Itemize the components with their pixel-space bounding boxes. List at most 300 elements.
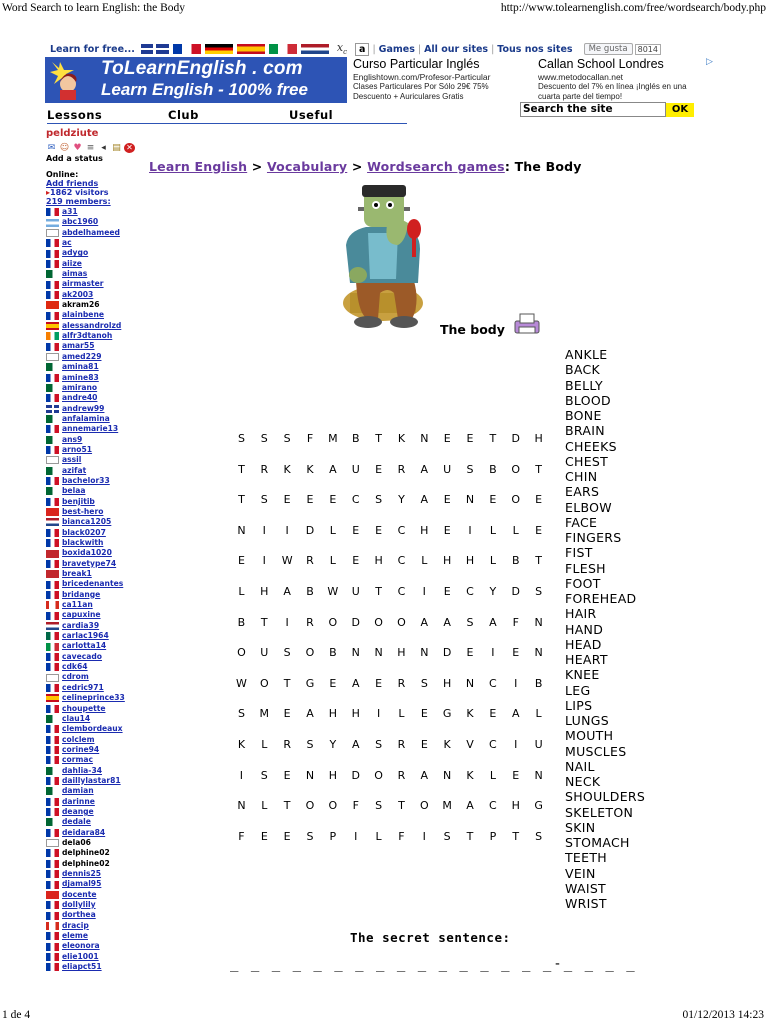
tous-sites-link[interactable]: Tous nos sites [497,43,573,55]
grid-letter[interactable]: K [237,737,246,751]
member-name[interactable]: cedric971 [62,682,104,692]
a-button[interactable]: a [355,43,369,56]
grid-letter[interactable]: S [535,829,543,843]
grid-letter[interactable]: N [305,768,315,782]
member-row[interactable] [46,652,146,662]
grid-letter[interactable]: L [512,523,519,537]
member-row[interactable] [46,445,146,455]
grid-letter[interactable]: E [352,554,360,568]
grid-letter[interactable]: K [397,432,406,445]
grid-letter[interactable]: E [489,707,497,721]
member-row[interactable] [46,331,146,341]
grid-letter[interactable]: A [420,768,429,782]
grid-letter[interactable]: C [351,493,360,507]
member-name[interactable]: akram26 [62,300,100,310]
grid-letter[interactable]: L [489,523,496,537]
grid-letter[interactable]: M [442,799,452,813]
member-row[interactable] [46,435,146,445]
menu-useful[interactable]: Useful [289,108,334,122]
member-row[interactable] [46,631,146,641]
grid-letter[interactable]: C [397,554,406,568]
member-row[interactable] [46,269,146,279]
member-name[interactable]: cormac [62,755,94,765]
member-row[interactable] [46,600,146,610]
member-name[interactable]: assil [62,455,82,465]
grid-letter[interactable]: I [422,829,426,843]
grid-letter[interactable]: N [420,646,429,660]
member-row[interactable] [46,238,146,248]
member-name[interactable]: arno51 [62,444,93,454]
breadcrumb-vocabulary[interactable]: Vocabulary [266,159,348,174]
friends-icon[interactable]: ☺ [59,142,70,153]
grid-letter[interactable]: L [329,523,336,537]
member-row[interactable] [46,766,146,776]
member-name[interactable]: deange [62,806,94,816]
grid-letter[interactable]: N [534,768,543,782]
breadcrumb-learn-english[interactable]: Learn English [149,159,248,174]
member-name[interactable]: benjitib [62,496,95,506]
grid-letter[interactable]: S [466,615,474,629]
wordsearch-grid[interactable] [230,432,550,860]
member-row[interactable] [46,786,146,796]
grid-letter[interactable]: E [466,432,474,445]
grid-letter[interactable]: I [468,523,472,537]
add-friends-link[interactable]: Add friends [46,179,99,188]
grid-letter[interactable]: D [511,584,520,598]
grid-letter[interactable]: B [511,554,520,568]
grid-letter[interactable]: W [327,584,339,598]
grid-letter[interactable]: E [329,676,337,690]
grid-letter[interactable]: S [260,768,268,782]
member-name[interactable]: alainbene [62,310,105,320]
heart-icon[interactable]: ♥ [73,142,82,153]
grid-letter[interactable]: E [283,707,291,721]
grid-letter[interactable]: L [421,554,428,568]
grid-letter[interactable]: S [260,432,268,445]
grid-letter[interactable]: E [306,493,314,507]
member-row[interactable] [46,848,146,858]
member-row[interactable] [46,414,146,424]
member-name[interactable]: damian [62,786,94,796]
member-row[interactable] [46,248,146,258]
grid-letter[interactable]: O [511,493,521,507]
grid-letter[interactable]: P [489,829,497,843]
member-row[interactable] [46,724,146,734]
member-row[interactable] [46,569,146,579]
grid-letter[interactable]: P [329,829,337,843]
grid-letter[interactable]: S [237,707,245,721]
member-name[interactable]: best-hero [62,506,104,516]
member-name[interactable]: dahlia-34 [62,765,103,775]
member-row[interactable] [46,352,146,362]
username[interactable]: peldziute [46,128,99,139]
grid-letter[interactable]: A [420,615,429,629]
member-row[interactable] [46,672,146,682]
grid-letter[interactable]: L [398,707,405,721]
grid-letter[interactable]: N [374,646,383,660]
member-row[interactable] [46,735,146,745]
grid-letter[interactable]: A [306,707,314,721]
grid-letter[interactable]: H [260,584,269,598]
member-name[interactable]: andrew99 [62,403,105,413]
grid-letter[interactable]: D [442,646,452,660]
grid-letter[interactable]: U [443,462,452,476]
grid-letter[interactable]: E [420,737,428,751]
grid-letter[interactable]: K [466,707,474,721]
member-name[interactable]: clembordeaux [62,724,123,734]
grid-letter[interactable]: E [329,493,337,507]
grid-letter[interactable]: S [283,432,291,445]
member-row[interactable] [46,228,146,238]
grid-letter[interactable]: F [398,829,405,843]
grid-letter[interactable]: T [238,493,245,507]
grid-letter[interactable]: H [328,707,337,721]
grid-letter[interactable]: A [420,493,429,507]
grid-letter[interactable]: C [466,584,474,598]
grid-letter[interactable]: L [489,554,496,568]
grid-letter[interactable]: C [489,676,497,690]
grid-letter[interactable]: R [397,737,406,751]
grid-letter[interactable]: K [306,462,314,476]
grid-letter[interactable]: I [491,646,495,660]
member-name[interactable]: docente [62,889,97,899]
member-row[interactable] [46,683,146,693]
member-row[interactable] [46,217,146,227]
member-name[interactable]: dedale [62,817,91,827]
grid-letter[interactable]: A [283,584,291,598]
member-name[interactable]: bridange [62,589,101,599]
member-row[interactable] [46,538,146,548]
member-name[interactable]: ca11an [62,600,93,610]
grid-letter[interactable]: A [489,615,497,629]
menu-lessons[interactable]: Lessons [47,108,103,122]
member-name[interactable]: blackwith [62,538,104,547]
member-name[interactable]: amar55 [62,341,95,351]
member-row[interactable] [46,900,146,910]
grid-letter[interactable]: N [237,799,246,813]
grid-letter[interactable]: I [376,707,381,721]
breadcrumb-wordsearch[interactable]: Wordsearch games [367,159,505,174]
flag-uk-icon[interactable] [141,44,169,54]
member-name[interactable]: cavecado [62,651,103,661]
grid-letter[interactable]: M [328,432,338,445]
member-name[interactable]: black0207 [62,527,106,537]
grid-letter[interactable]: A [443,615,451,629]
member-row[interactable] [46,321,146,331]
list-icon[interactable]: ≡ [86,142,95,153]
all-sites-link[interactable]: All our sites [424,43,489,55]
grid-letter[interactable]: E [352,523,360,537]
grid-letter[interactable]: H [374,554,383,568]
grid-letter[interactable]: S [420,676,428,690]
grid-letter[interactable]: I [285,615,289,629]
grid-letter[interactable]: F [238,829,245,843]
grid-letter[interactable]: L [535,707,542,721]
grid-letter[interactable]: O [374,768,383,782]
member-row[interactable] [46,859,146,869]
member-name[interactable]: capuxine [62,610,101,620]
member-name[interactable]: bianca1205 [62,517,112,527]
grid-letter[interactable]: H [443,554,452,568]
grid-letter[interactable]: I [422,584,426,598]
grid-letter[interactable]: T [375,584,382,598]
grid-letter[interactable]: E [375,676,383,690]
grid-letter[interactable]: L [489,768,496,782]
member-row[interactable] [46,776,146,786]
member-name[interactable]: boxida1020 [62,548,112,558]
member-row[interactable] [46,579,146,589]
member-name[interactable]: amed229 [62,351,102,361]
grid-letter[interactable]: D [351,768,360,782]
member-row[interactable] [46,869,146,879]
member-name[interactable]: eleme [62,931,88,941]
member-row[interactable] [46,962,146,972]
grid-letter[interactable]: H [534,432,543,445]
member-name[interactable]: ac [62,238,72,248]
ad-url[interactable]: Englishtown.com/Profesor-Particular [353,72,491,82]
member-row[interactable] [46,548,146,558]
grid-letter[interactable]: A [466,799,474,813]
member-row[interactable] [46,921,146,931]
grid-letter[interactable]: R [397,768,406,782]
print-icon[interactable] [513,313,541,335]
member-name[interactable]: cdk64 [62,662,88,672]
member-name[interactable]: carlac1964 [62,631,109,641]
member-row[interactable] [46,817,146,827]
member-row[interactable] [46,590,146,600]
grid-letter[interactable]: L [261,737,268,751]
grid-letter[interactable]: U [260,646,269,660]
games-link[interactable]: Games [378,43,415,55]
member-row[interactable] [46,476,146,486]
grid-letter[interactable]: G [534,799,543,813]
grid-letter[interactable]: I [354,829,358,843]
member-name[interactable]: delphine02 [62,848,110,858]
grid-letter[interactable]: H [511,799,520,813]
member-row[interactable] [46,828,146,838]
member-name[interactable]: amina81 [62,362,99,372]
grid-letter[interactable]: D [511,432,520,445]
sound-icon[interactable]: ◂ [101,142,106,153]
grid-letter[interactable]: L [329,554,336,568]
grid-letter[interactable]: H [397,646,406,660]
grid-letter[interactable]: T [535,462,542,476]
grid-letter[interactable]: O [328,799,338,813]
member-row[interactable] [46,610,146,620]
grid-letter[interactable]: R [260,462,269,476]
member-name[interactable]: djamal95 [62,879,102,889]
member-name[interactable]: abdelhameed [62,227,120,237]
member-row[interactable] [46,373,146,383]
ad-title[interactable]: Callan School Londres [538,57,664,71]
grid-letter[interactable]: N [534,646,543,660]
grid-letter[interactable]: H [465,554,475,568]
grid-letter[interactable]: Y [398,493,405,507]
grid-letter[interactable]: E [512,768,520,782]
flag-netherlands-icon[interactable] [301,44,329,54]
grid-letter[interactable]: C [397,584,406,598]
grid-letter[interactable]: T [260,615,268,629]
grid-letter[interactable]: T [375,432,382,445]
member-row[interactable] [46,259,146,269]
grid-letter[interactable]: C [489,737,497,751]
member-name[interactable]: choupette [62,703,106,713]
member-name[interactable]: eleonora [62,941,100,951]
grid-letter[interactable]: E [535,523,543,537]
grid-letter[interactable]: E [443,584,451,598]
grid-letter[interactable]: B [351,432,360,445]
grid-letter[interactable]: E [489,493,497,507]
grid-letter[interactable]: E [466,646,474,660]
grid-letter[interactable]: E [512,646,520,660]
member-row[interactable] [46,693,146,703]
grid-letter[interactable]: K [466,768,474,782]
grid-letter[interactable]: L [261,799,268,813]
member-name[interactable]: cardia39 [62,620,100,630]
member-name[interactable]: ak2003 [62,289,94,299]
grid-letter[interactable]: B [306,584,314,598]
secret-sentence-blanks[interactable]: _ _ _ _ _ _ _ _ _ _ _ _ _ _ _ _-_ _ _ _ [230,956,637,972]
member-name[interactable]: dorthea [62,910,96,920]
member-name[interactable]: belaa [62,486,86,496]
grid-letter[interactable]: F [352,799,359,813]
grid-letter[interactable]: A [351,737,360,751]
grid-letter[interactable]: B [534,676,543,690]
member-name[interactable]: bravetype74 [62,558,117,568]
site-logo[interactable] [45,57,347,103]
member-name[interactable]: azifat [62,465,87,475]
grid-letter[interactable]: N [420,432,429,445]
ad-block-1[interactable] [353,57,523,102]
grid-letter[interactable]: E [375,462,383,476]
member-name[interactable]: darinne [62,796,95,806]
grid-letter[interactable]: E [443,523,451,537]
grid-letter[interactable]: E [443,432,451,445]
member-name[interactable]: break1 [62,569,92,579]
grid-letter[interactable]: K [283,462,291,476]
grid-letter[interactable]: S [375,493,383,507]
grid-letter[interactable]: R [397,462,406,476]
grid-letter[interactable]: E [535,493,543,507]
member-row[interactable] [46,424,146,434]
member-name[interactable]: amirano [62,382,98,392]
grid-letter[interactable]: Y [329,737,337,751]
grid-letter[interactable]: B [237,615,246,629]
member-row[interactable] [46,362,146,372]
grid-letter[interactable]: H [420,523,429,537]
member-name[interactable]: alessandrolzd [62,320,122,330]
grid-letter[interactable]: R [283,737,291,751]
member-name[interactable]: alfr3dtanoh [62,331,113,341]
member-row[interactable] [46,714,146,724]
grid-letter[interactable]: I [262,554,266,568]
grid-letter[interactable]: G [305,676,315,690]
member-name[interactable]: abc1960 [62,217,99,227]
member-row[interactable] [46,641,146,651]
member-name[interactable]: corine94 [62,744,100,754]
grid-letter[interactable]: I [514,676,518,690]
grid-letter[interactable]: I [514,737,518,751]
grid-letter[interactable]: N [237,523,246,537]
member-row[interactable] [46,507,146,517]
flag-germany-icon[interactable] [205,44,233,54]
grid-letter[interactable]: W [281,554,293,568]
member-name[interactable]: colclem [62,734,95,744]
grid-letter[interactable]: S [375,737,383,751]
grid-letter[interactable]: B [329,646,337,660]
flag-spain-icon[interactable] [237,44,265,54]
grid-letter[interactable]: R [306,554,314,568]
grid-letter[interactable]: H [351,707,360,721]
member-name[interactable]: delphine02 [62,858,110,868]
like-button[interactable]: Me gusta [584,43,633,55]
grid-letter[interactable]: I [285,523,289,537]
member-name[interactable]: dracip [62,920,89,930]
member-name[interactable]: adygo [62,248,89,258]
member-row[interactable] [46,497,146,507]
ad-url[interactable]: www.metodocallan.net [538,72,624,82]
grid-letter[interactable]: S [260,493,268,507]
grid-letter[interactable]: H [328,768,337,782]
grid-letter[interactable]: S [283,646,291,660]
member-row[interactable] [46,290,146,300]
member-name[interactable]: airmaster [62,279,104,289]
member-name[interactable]: amine83 [62,372,99,382]
grid-letter[interactable]: E [375,523,383,537]
flag-france-icon[interactable] [173,44,201,54]
grid-letter[interactable]: N [465,493,475,507]
member-row[interactable] [46,755,146,765]
grid-letter[interactable]: S [535,584,543,598]
flag-italy-icon[interactable] [269,44,297,54]
grid-letter[interactable]: E [283,829,291,843]
grid-letter[interactable]: C [397,523,406,537]
grid-letter[interactable]: N [534,615,543,629]
grid-letter[interactable]: S [375,799,383,813]
search-ok-button[interactable]: OK [666,103,694,117]
grid-letter[interactable]: F [512,615,519,629]
member-row[interactable] [46,207,146,217]
grid-letter[interactable]: C [489,799,497,813]
member-row[interactable] [46,393,146,403]
member-row[interactable] [46,383,146,393]
member-row[interactable] [46,300,146,310]
grid-letter[interactable]: T [238,462,245,476]
grid-letter[interactable]: O [305,799,315,813]
grid-letter[interactable]: S [306,737,314,751]
mail-icon[interactable]: ✉ [47,142,56,153]
grid-letter[interactable]: A [511,707,520,721]
grid-letter[interactable]: E [237,554,245,568]
member-row[interactable] [46,941,146,951]
grid-letter[interactable]: S [466,462,474,476]
grid-letter[interactable]: S [443,829,451,843]
grid-letter[interactable]: N [351,646,360,660]
grid-letter[interactable]: H [443,676,452,690]
grid-letter[interactable]: V [466,737,474,751]
grid-letter[interactable]: T [398,799,405,813]
grid-letter[interactable]: E [283,493,291,507]
member-name[interactable]: carlotta14 [62,641,107,651]
member-name[interactable]: deidara84 [62,827,106,837]
grid-letter[interactable]: N [465,676,475,690]
member-row[interactable] [46,879,146,889]
member-row[interactable] [46,455,146,465]
grid-letter[interactable]: L [375,829,382,843]
member-name[interactable]: elie1001 [62,951,99,961]
grid-letter[interactable]: O [419,799,429,813]
grid-letter[interactable]: E [420,707,428,721]
